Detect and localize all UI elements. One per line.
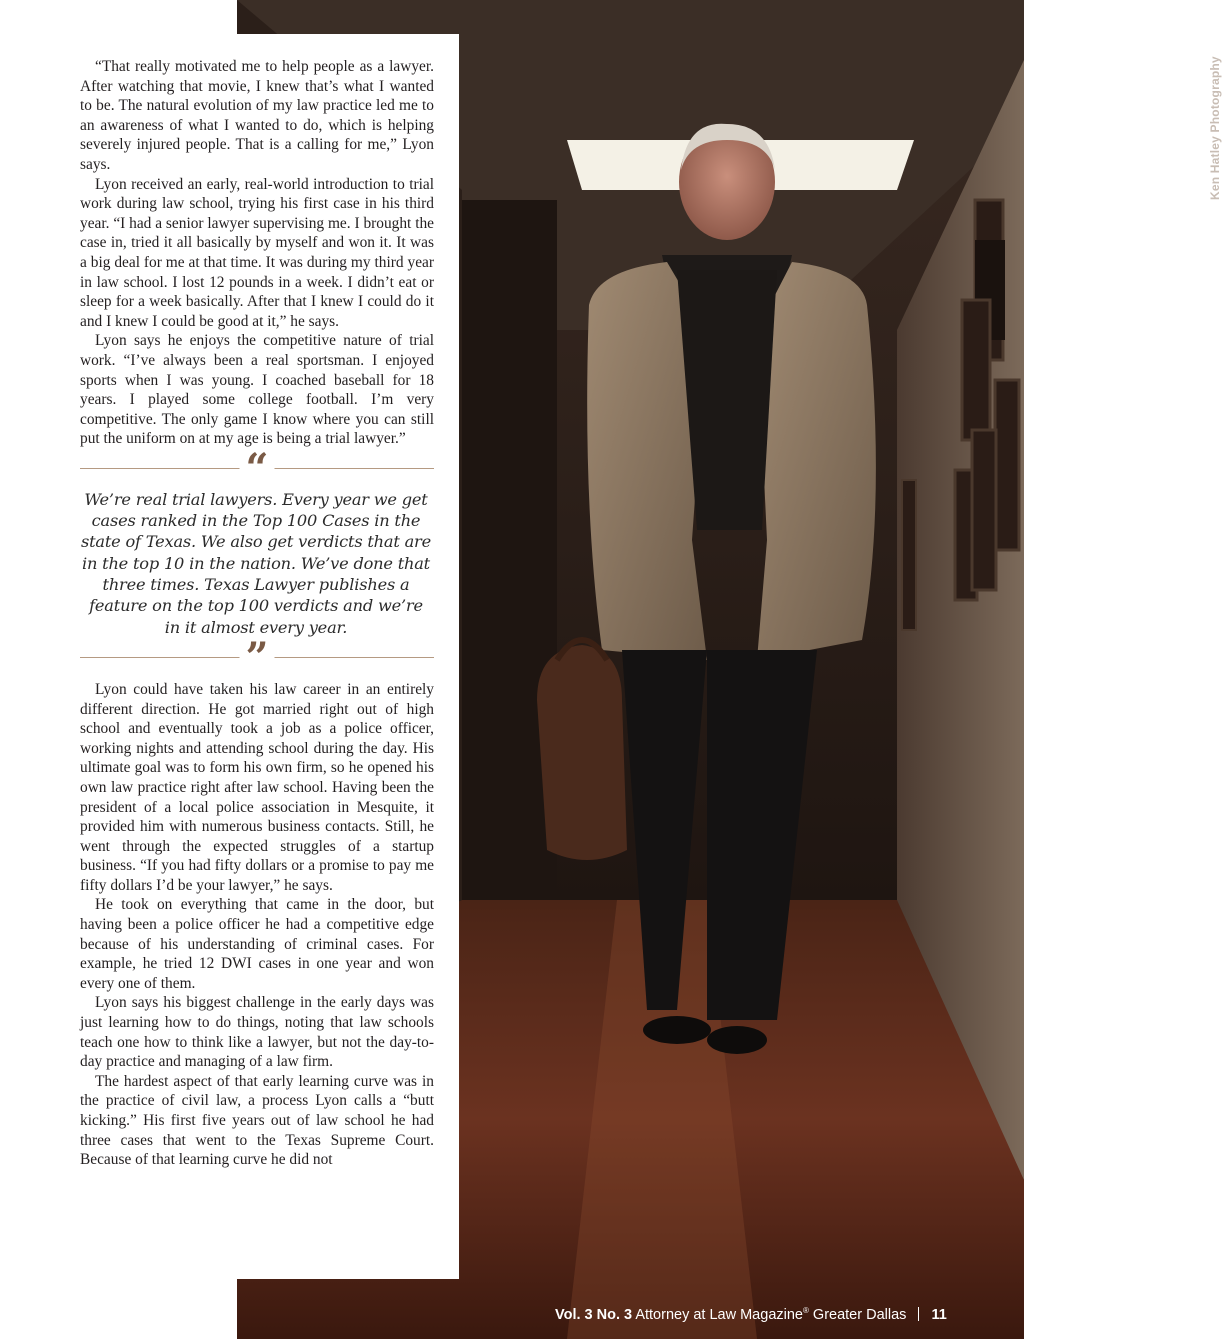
magazine-edition: Greater Dallas	[812, 1306, 907, 1323]
pull-quote-bottom-rule	[80, 633, 434, 681]
pull-quote	[80, 444, 434, 681]
footer-divider	[918, 1307, 919, 1321]
open-quote-mark: “	[239, 449, 274, 489]
paragraph: Lyon could have taken his law career in an entirely different direction. He got married right out of high school and eventually took a job as a police officer, working nights and attending school during the day. His ultimate goal was to form his own firm, so he opened his own law practice right after law school. Having been the president of a local police association in Mesquite, it provided him with numerous business contacts. Still, he went through the expected struggles of a startup business. “If you had fifty dollars or a promise to pay me fifty dollars I’d be your lawyer,” he says.	[80, 680, 434, 894]
paragraph: “That really motivated me to help people as a lawyer. After watching that movie, I knew that’s what I wanted to be. The natural evolution of my law practice led me to an awareness of what I wanted to do, which is helping severely injured people. That is a calling for me,” Lyon says.	[80, 58, 434, 173]
pull-quote-text: We’re real trial lawyers. Every year we get cases ranked in the Top 100 Cases in the state of Texas. We also get verdicts that are in the top 10 in the nation. We’ve done that three times. Texas Lawyer publishes a feature on the top 100 verdicts and we’re in it almost every year.	[81, 489, 431, 637]
paragraph: Lyon says he enjoys the competitive nature of trial work. “I’ve always been a real sportsman. I enjoyed sports when I was young. I coached baseball for 18 years. I played some college football. I’m very competitive. The only game I know where you can still put the uniform on at my age is being a trial lawyer.”	[80, 332, 434, 448]
registered-mark: ®	[802, 1306, 809, 1315]
issue-volume: Vol. 3 No. 3	[555, 1306, 633, 1323]
paragraph: He took on everything that came in the door, but having been a police officer he had a competitive edge because of his understanding of criminal cases. For example, he tried 12 DWI cases in one year and won every one of them.	[80, 896, 434, 992]
paragraph: Lyon received an early, real-world introduction to trial work during law school, trying his first case in his third year. “I had a senior lawyer supervising me. I brought the case in, tried it all basically by myself and won it. It was a big deal for me at that time. It was during my third year in law school. I lost 12 pounds in a week. I didn’t eat or sleep for a week basically. After that I knew I could do it and I knew I could be good at it,” he says.	[80, 175, 434, 330]
paragraph: The hardest aspect of that early learning curve was in the practice of civil law, a process Lyon calls a “butt kicking.” His first five years out of law school he had three cases that went to the Texas Supreme Court. Because of that learning curve he did not	[80, 1072, 434, 1169]
paragraph: Lyon says his biggest challenge in the early days was just learning how to do things, noting that law schools teach one how to think like a lawyer, but not the day-to-day practice and managing of a law firm.	[80, 994, 434, 1071]
page-number: 11	[931, 1306, 947, 1323]
pull-quote-top-rule	[80, 444, 434, 492]
page-footer	[555, 1306, 995, 1323]
magazine-name: Attorney at Law Magazine	[635, 1306, 803, 1323]
close-quote-mark: ”	[239, 638, 274, 678]
photo-credit: Ken Hatley Photography	[1208, 56, 1222, 200]
article-column	[60, 34, 459, 1279]
